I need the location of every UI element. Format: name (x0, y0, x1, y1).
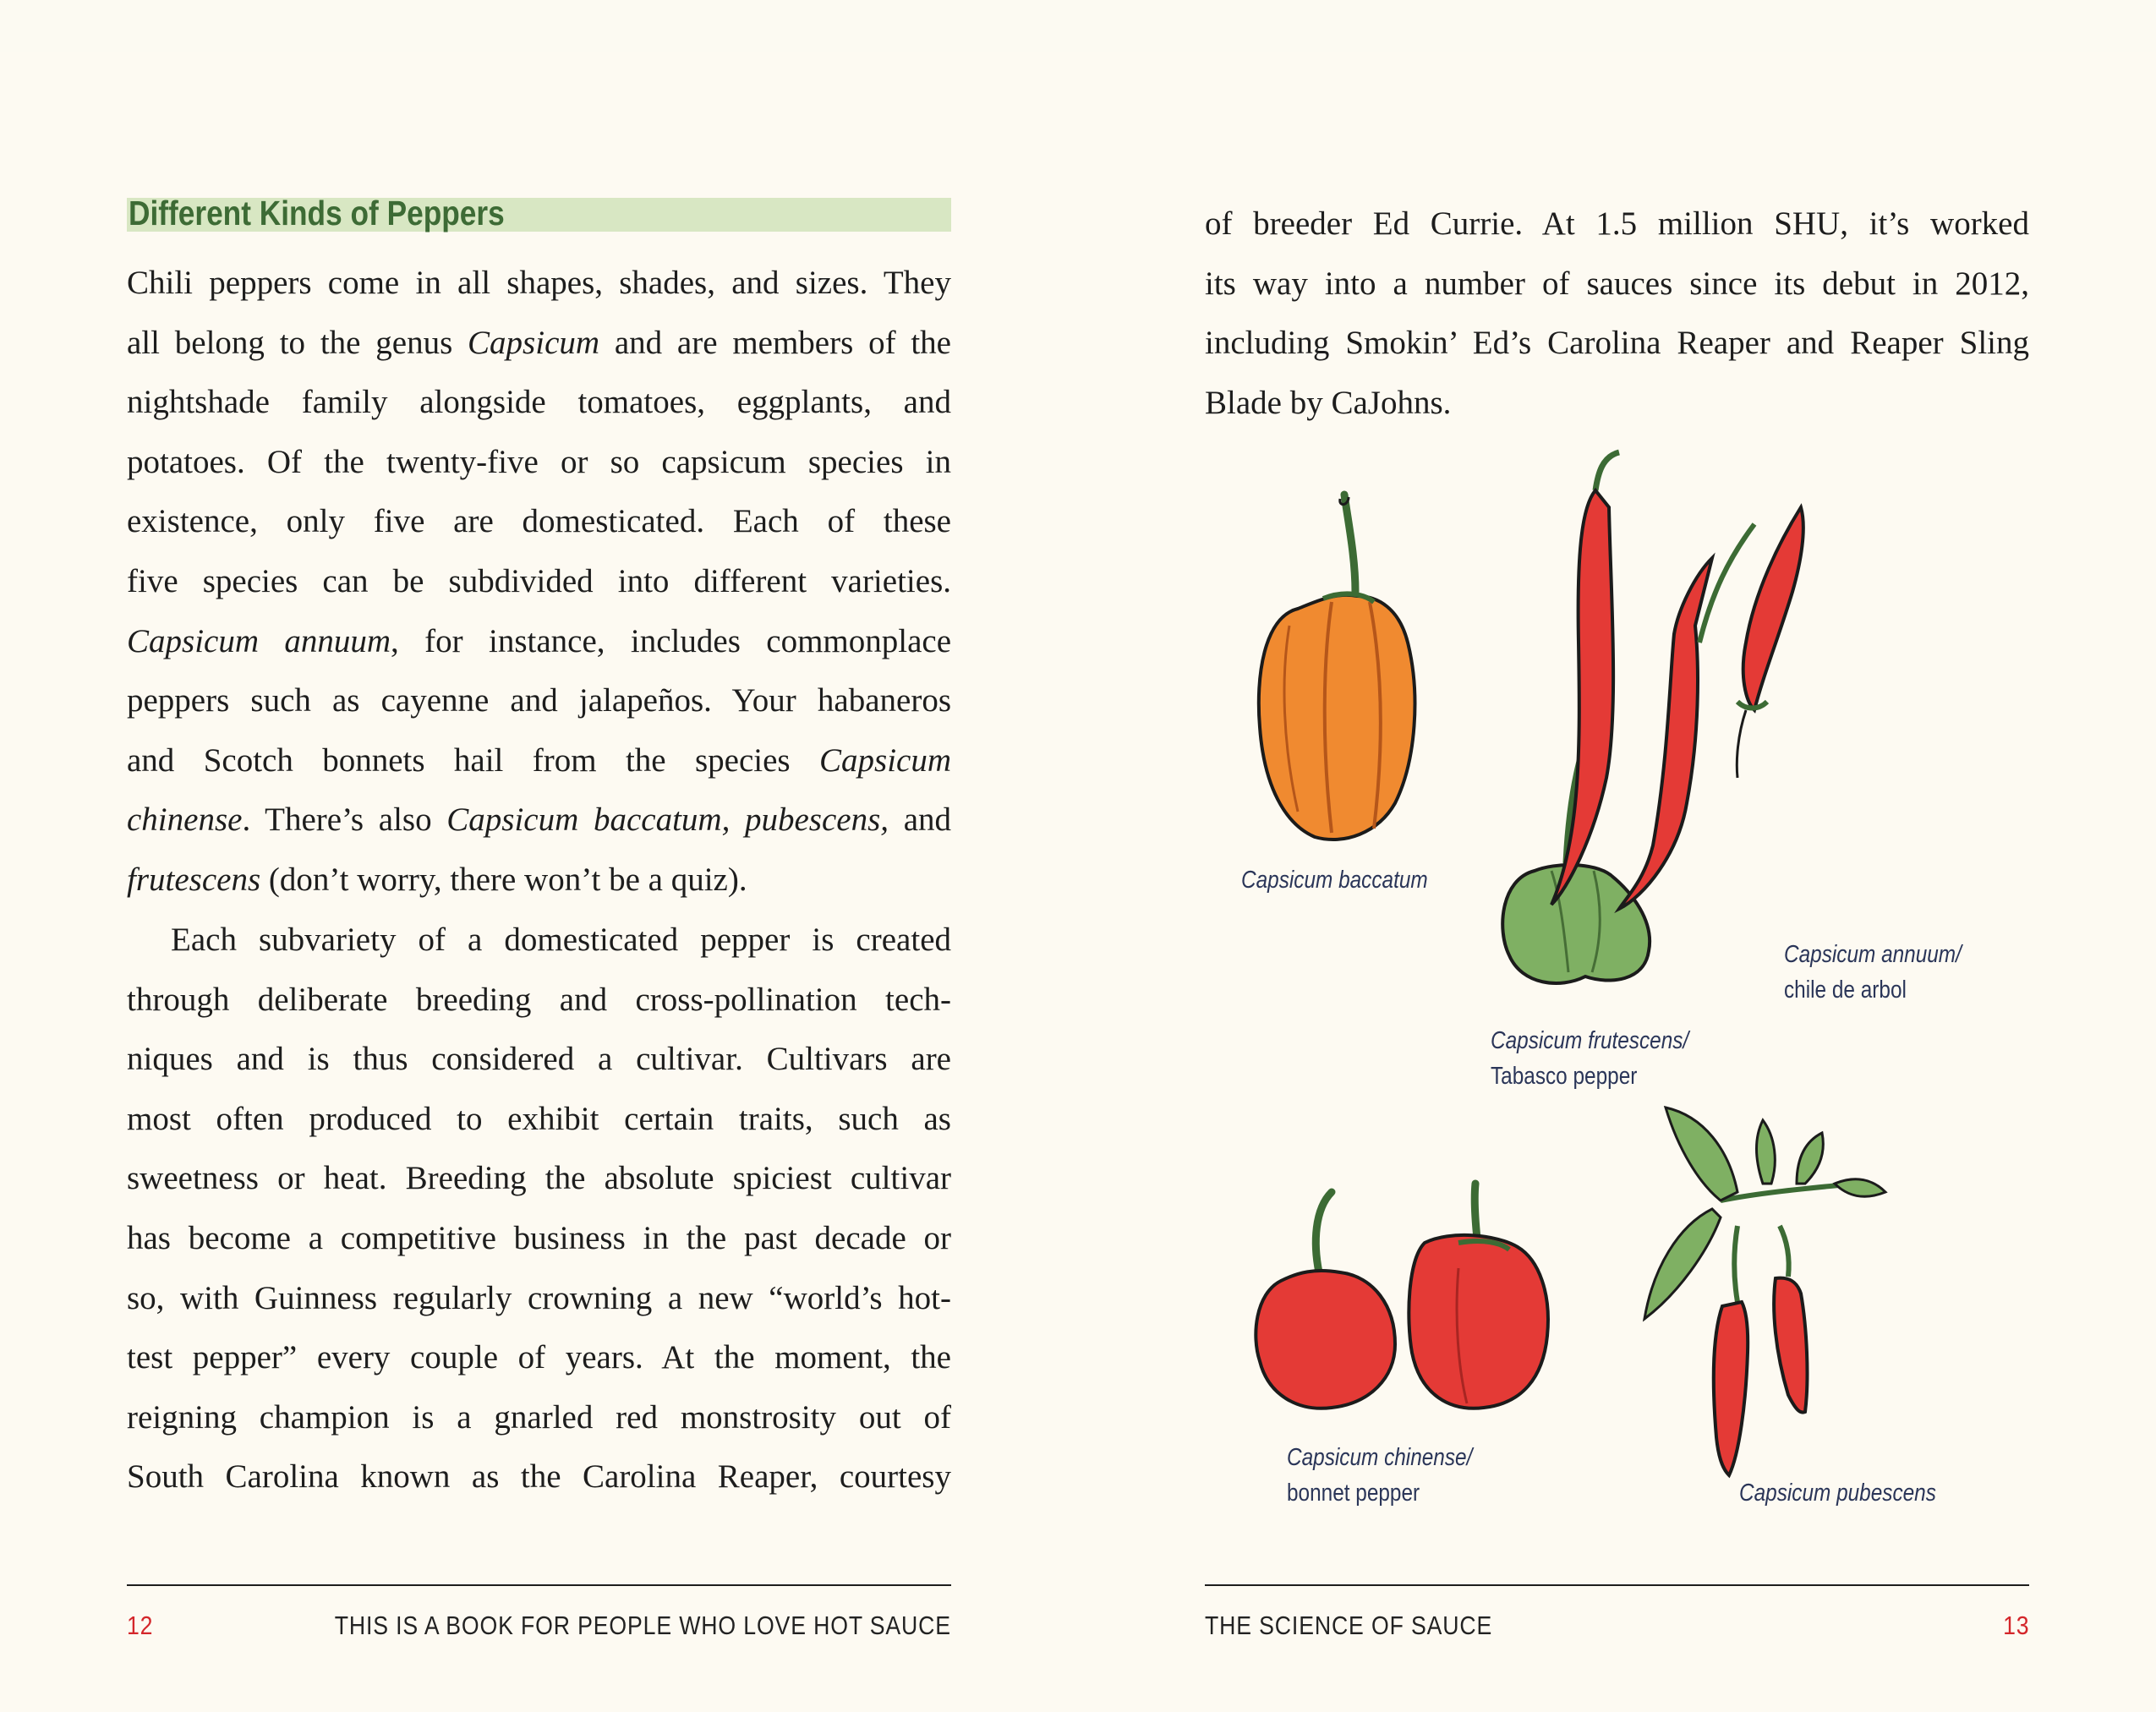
footer-rule (127, 1584, 951, 1586)
footer-rule (1205, 1584, 2029, 1586)
text-line: niques and is thus considered a cultivar. Cultivars are (127, 1041, 951, 1078)
text-line: including Smokin’ Ed’s Carolina Reaper and Reaper Sling (1205, 325, 2029, 362)
page-number: 13 (2002, 1611, 2029, 1640)
paragraph-2 (127, 911, 951, 1507)
text-line: has become a competitive business in the past decade or (127, 1219, 951, 1256)
section-heading: Different Kinds of Peppers (127, 198, 951, 232)
pepper-illustrations (1205, 0, 2029, 1564)
paragraph-1 (127, 254, 951, 911)
text-line: of breeder Ed Currie. At 1.5 million SHU, it’s worked (1205, 205, 2029, 242)
text-line: Chili peppers come in all shapes, shades, and sizes. They (127, 265, 951, 301)
red-bonnet-pepper-icon (1256, 1184, 1548, 1408)
orange-habanero-pepper-icon (1259, 495, 1415, 840)
text-line: its way into a number of sauces since its debut in 2012, (1205, 265, 2029, 302)
text-line: and Scotch bonnets hail from the species Capsicum (127, 741, 951, 779)
text-line: frutescens (don’t worry, there won’t be a quiz). (127, 861, 747, 898)
text-line: all belong to the genus Capsicum and are members of the (127, 324, 951, 361)
text-line: nightshade family alongside tomatoes, eggplants, and (127, 384, 951, 421)
red-pubescens-pepper-icon (1644, 1108, 1885, 1475)
page-number: 12 (127, 1611, 154, 1640)
text-line: Blade by CaJohns. (1205, 384, 1452, 421)
caption-pubescens: Capsicum pubescens (1739, 1480, 1936, 1507)
text-line: peppers such as cayenne and jalapeños. Your habaneros (127, 682, 951, 719)
left-page (127, 0, 951, 1712)
text-line: test pepper” every couple of years. At the moment, the (127, 1339, 951, 1376)
text-line: most often produced to exhibit certain traits, such as (127, 1100, 951, 1137)
text-line: existence, only five are domesticated. Each of these (127, 503, 951, 540)
text-line: five species can be subdivided into different varieties. (127, 562, 951, 599)
text-line: Capsicum annuum, for instance, includes commonplace (127, 622, 951, 659)
running-head: THIS IS A BOOK FOR PEOPLE WHO LOVE HOT SAUCE (334, 1611, 951, 1640)
text-line: sweetness or heat. Breeding the absolute spiciest cultivar (127, 1160, 951, 1197)
text-line: Each subvariety of a domesticated pepper is created (171, 922, 951, 958)
right-page (1205, 0, 2029, 1712)
caption-chinense: Capsicum chinense/ bonnet pepper (1287, 1444, 1473, 1507)
text-line: chinense. There’s also Capsicum baccatum, pubescens, and (127, 801, 951, 839)
caption-annuum: Capsicum annuum/ chile de arbol (1784, 941, 1962, 1004)
caption-baccatum: Capsicum baccatum (1241, 867, 1428, 894)
caption-frutescens: Capsicum frutescens/ Tabasco pepper (1491, 1027, 1689, 1090)
text-line: potatoes. Of the twenty-five or so capsicum species in (127, 443, 951, 480)
text-line: through deliberate breeding and cross-pollination tech- (127, 981, 951, 1018)
text-line: reigning champion is a gnarled red monstrosity out of (127, 1398, 951, 1436)
red-chile-de-arbol-pepper-icon (1551, 452, 1803, 909)
text-line: South Carolina known as the Carolina Reaper, courtesy (127, 1458, 951, 1496)
text-line: so, with Guinness regularly crowning a new “world’s hot- (127, 1279, 951, 1316)
running-head: THE SCIENCE OF SAUCE (1205, 1611, 1493, 1640)
